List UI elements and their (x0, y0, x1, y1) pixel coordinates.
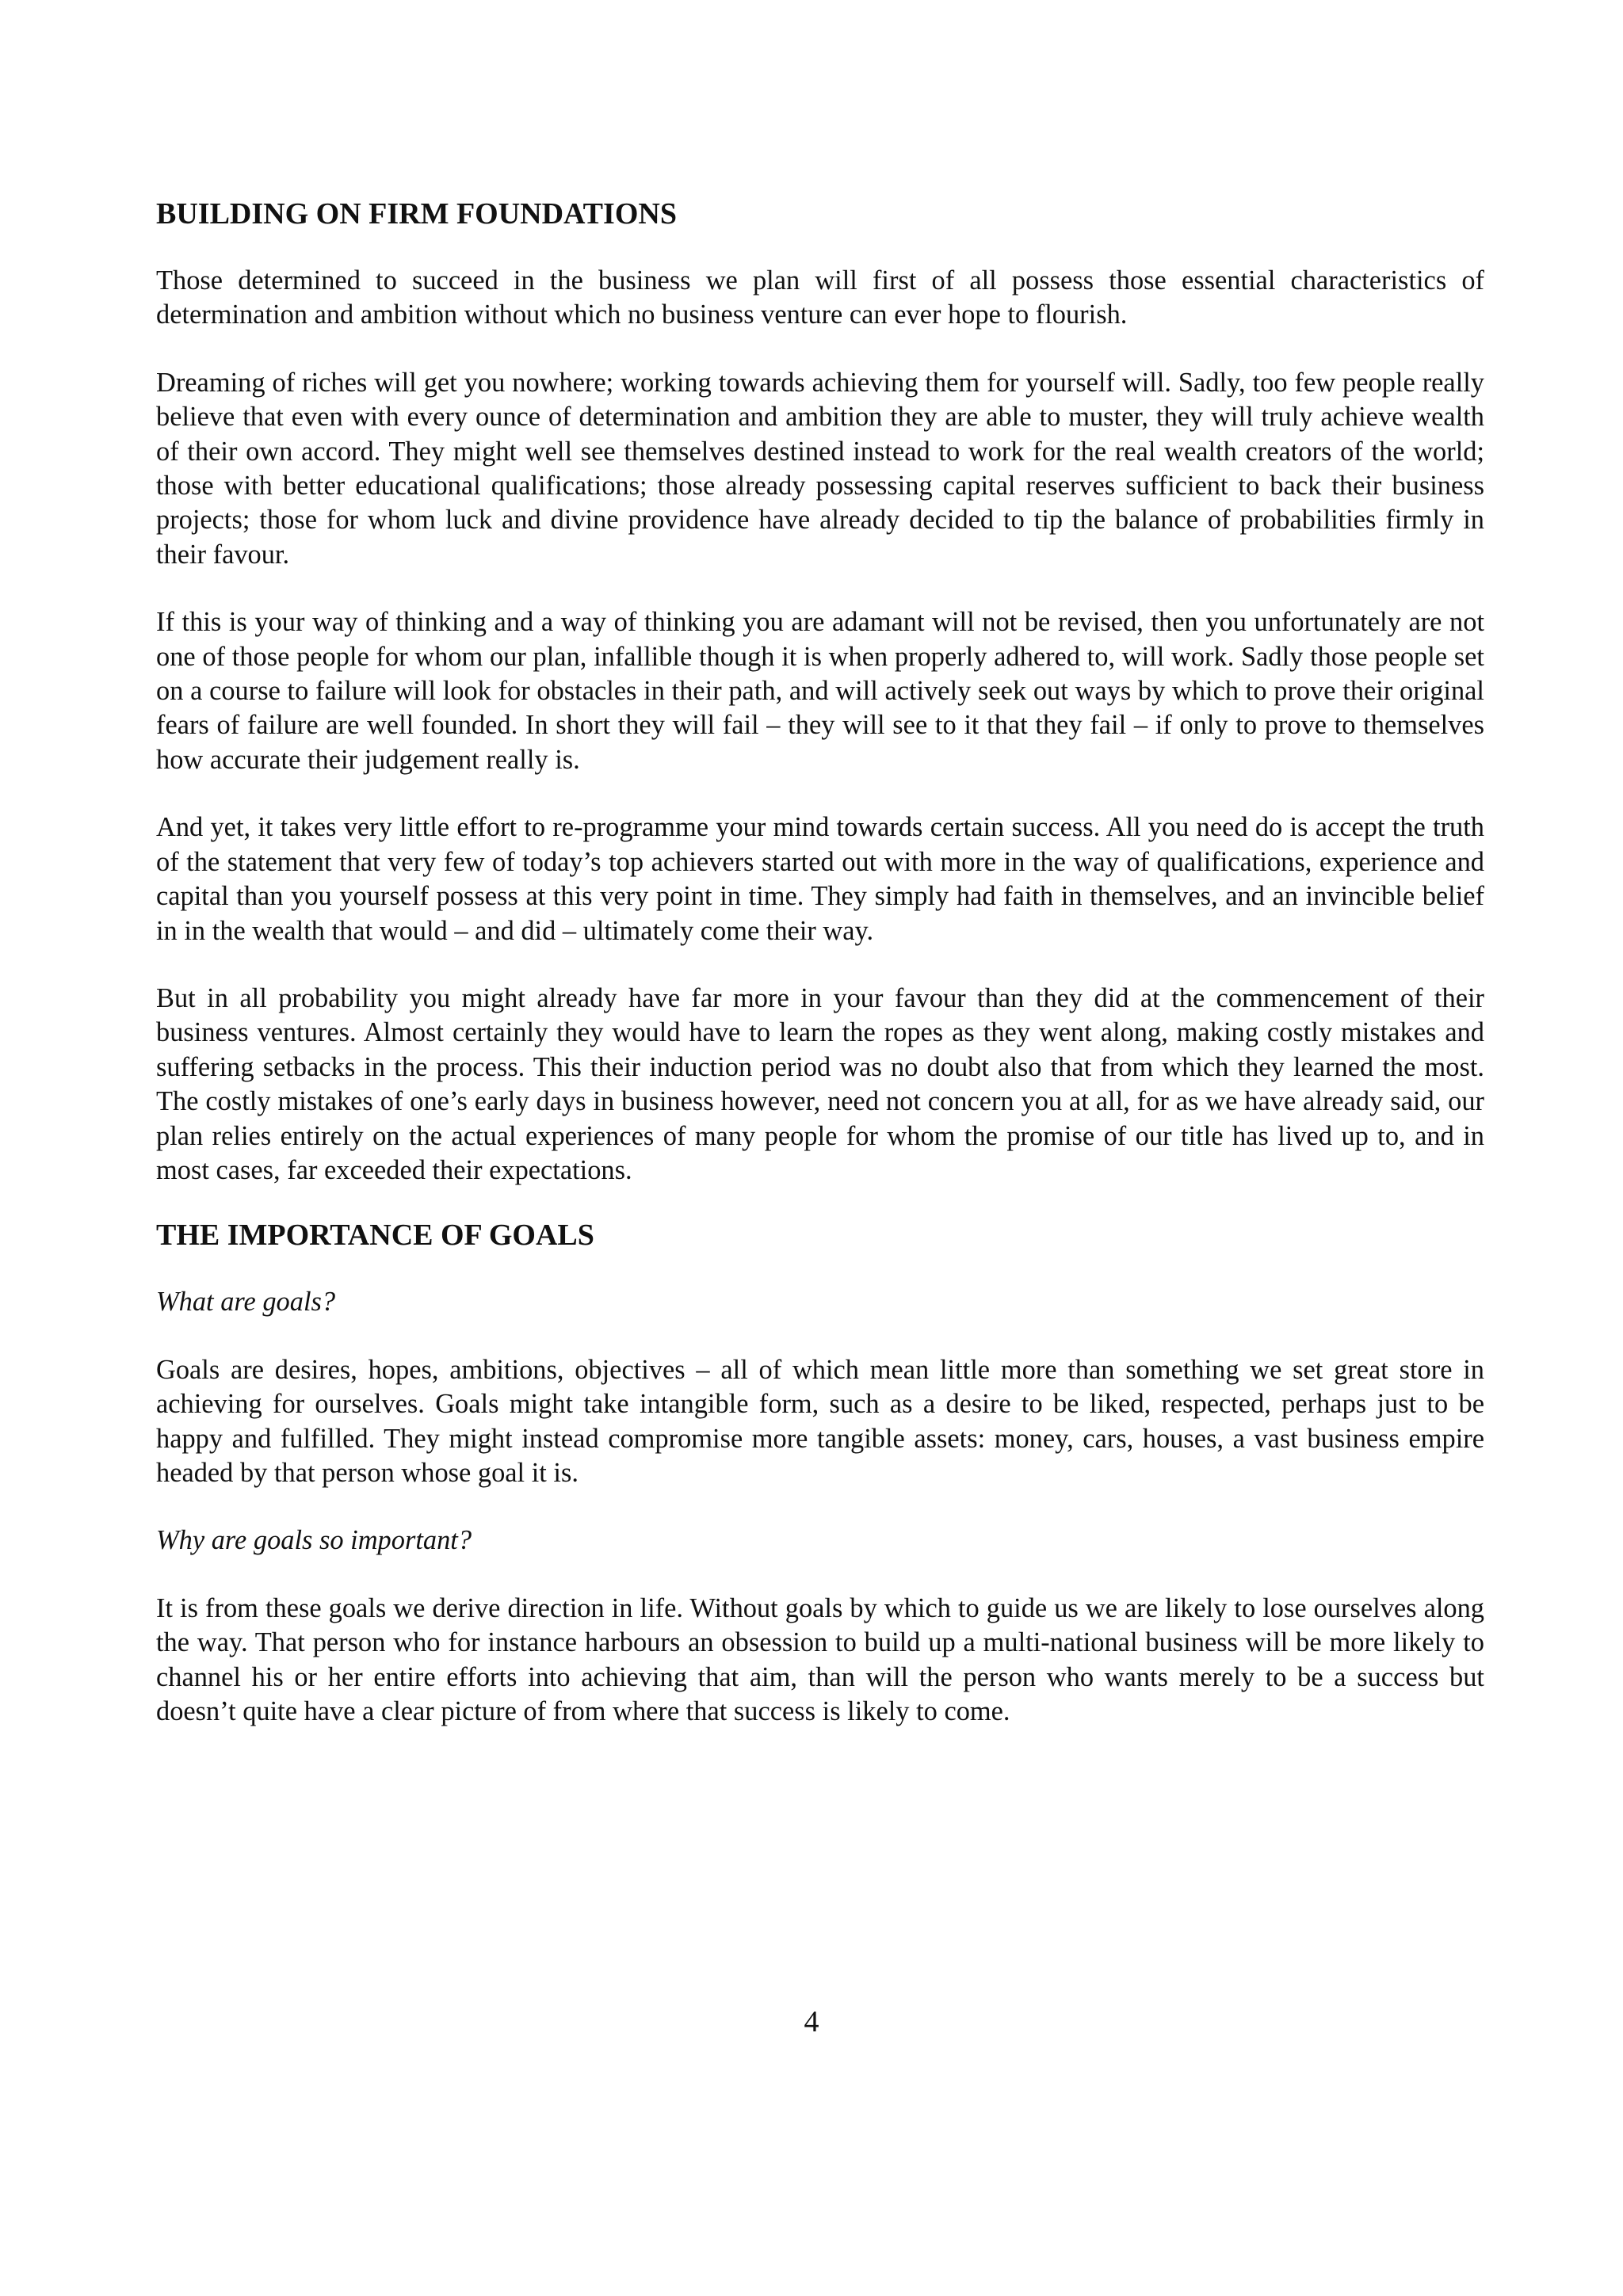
paragraph: And yet, it takes very little effort to re-programme your mind towards certain success. All you need do is accept the truth of the statement that very few of today’s top achievers started out with more in the way of qualifications, experience and capital than you yourself possess at this very point in time. They simply had faith in themselves, and an invincible belief in in the wealth that would – and did – ultimately come their way. (156, 812, 1484, 946)
page-number: 4 (804, 2005, 819, 2039)
paragraph: But in all probability you might already have far more in your favour than they did at the commencement of their business ventures. Almost certainly they would have to learn the ropes as they went along, making costly mistakes and suffering setbacks in the process. This their induction period was no doubt also that from which they learned the most. The costly mistakes of one’s early days in business however, need not concern you at all, for as we have already said, our plan relies entirely on the actual experiences of many people for whom the promise of our title has lived up to, and in most cases, far exceeded their expectations. (156, 982, 1484, 1185)
section-heading-goals: THE IMPORTANCE OF GOALS (156, 1219, 594, 1253)
paragraph: Dreaming of riches will get you nowhere; working towards achieving them for yourself will. Sadly, too few people really believe that even with every ounce of determination and ambition they are able to muster, they will truly achieve wealth of their own accord. They might well see themselves destined instead to work for the real wealth creators of the world; those with better educational qualifications; those already possessing capital reserves sufficient to back their business projects; those for whom luck and divine providence have already decided to tip the balance of probabilities firmly in their favour. (156, 367, 1484, 570)
subheading-why-goals-important: Why are goals so important? (156, 1525, 472, 1556)
subheading-what-are-goals: What are goals? (156, 1287, 336, 1318)
paragraph: Those determined to succeed in the business we plan will first of all possess those essential characteristics of determination and ambition without which no business venture can ever hope to flourish. (156, 265, 1484, 330)
paragraph: Goals are desires, hopes, ambitions, objectives – all of which mean little more than something we set great store in achieving for ourselves. Goals might take intangible form, such as a desire to be liked, respected, perhaps just to be happy and fulfilled. They might instead compromise more tangible assets: money, cars, houses, a vast business empire headed by that person whose goal it is. (156, 1354, 1484, 1488)
paragraph: It is from these goals we derive direction in life. Without goals by which to guide us we are likely to lose ourselves along the way. That person who for instance harbours an obsession to build up a multi-national business will be more likely to channel his or her entire efforts into achieving that aim, than will the person who wants merely to be a success but doesn’t quite have a clear picture of from where that success is likely to come. (156, 1592, 1484, 1726)
page-content (156, 196, 1484, 1729)
paragraph: If this is your way of thinking and a way of thinking you are adamant will not be revised, then you unfortunately are not one of those people for whom our plan, infallible though it is when properly adhered to, will work. Sadly those people set on a course to failure will look for obstacles in their path, and will actively seek out ways by which to prove their original fears of failure are well founded. In short they will fail – they will see to it that they fail – if only to prove to themselves how accurate their judgement really is. (156, 607, 1484, 775)
section-heading-foundations: BUILDING ON FIRM FOUNDATIONS (156, 197, 677, 231)
